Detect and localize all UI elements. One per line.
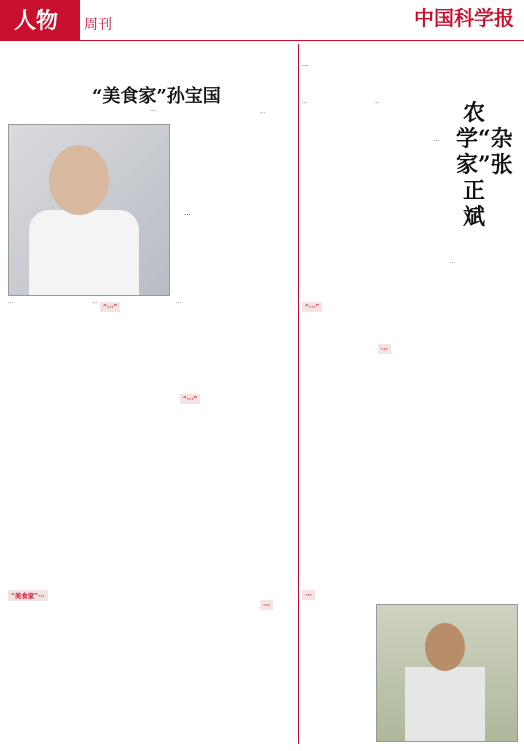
masthead: [0, 0, 524, 40]
left-col-3: ···: [176, 301, 182, 307]
pull-quote: ···: [184, 211, 191, 219]
right-col-2: ···: [374, 101, 380, 107]
section-weekly: 周刊: [84, 17, 112, 33]
portrait-photo-left: [8, 124, 170, 296]
left-article-title: “美食家”孙宝国: [92, 86, 221, 107]
right-col-1: ···: [302, 101, 308, 107]
left-col-1: ···: [8, 301, 14, 307]
right-col-3: ···: [450, 261, 456, 267]
right-subhead-2: ···: [378, 344, 391, 354]
newspaper-logo: 中国科学报: [414, 6, 514, 30]
column-divider: [298, 44, 299, 744]
right-subhead-3: ···: [302, 590, 315, 600]
left-col-2: ···: [92, 301, 98, 307]
right-intro: ···: [302, 62, 309, 70]
left-subhead-3: “···”: [180, 394, 200, 404]
left-subhead-1: “美食家”···: [8, 590, 48, 601]
right-subhead-1: “···”: [302, 302, 322, 312]
left-col-4: ···: [260, 111, 266, 117]
header-rule: [0, 40, 524, 41]
right-byline: ···: [434, 138, 440, 145]
portrait-photo-right: [376, 604, 518, 742]
left-subhead-4: ···: [260, 600, 273, 610]
right-article-title: 农学“杂家”张正斌: [456, 100, 513, 230]
section-title: 人物: [14, 9, 59, 34]
left-byline: ···: [150, 108, 156, 115]
left-subhead-2: “···”: [100, 302, 120, 312]
